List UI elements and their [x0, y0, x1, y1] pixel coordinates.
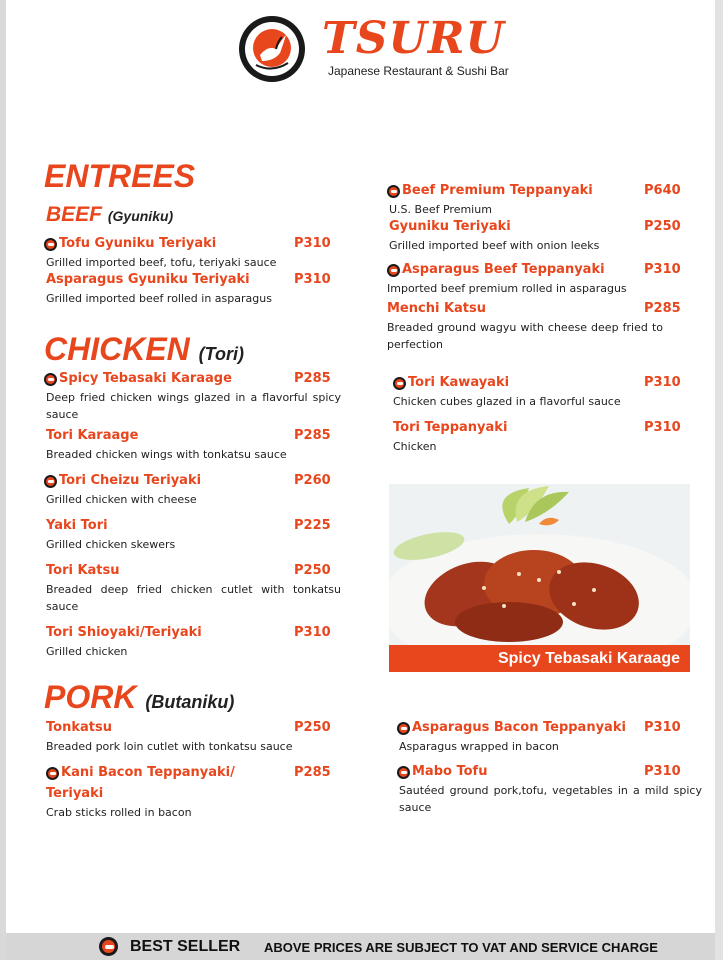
- item-price: P310: [644, 764, 681, 779]
- best-seller-legend: BEST SELLER: [130, 938, 241, 955]
- menu-item: [46, 427, 330, 463]
- item-price: P250: [294, 563, 331, 578]
- item-description: Grilled imported beef rolled in asparagus: [46, 292, 272, 305]
- menu-item: [46, 271, 330, 307]
- item-description: Breaded chicken wings with tonkatsu sauce: [46, 448, 287, 461]
- item-description: Breaded pork loin cutlet with tonkatsu sauce: [46, 740, 293, 753]
- item-price: P285: [644, 301, 681, 316]
- item-description: Breaded ground wagyu with cheese deep fried to perfection: [387, 321, 663, 351]
- item-name: Yaki Tori: [46, 518, 108, 533]
- page-right-edge: [715, 0, 723, 960]
- dish-photo: [389, 484, 690, 672]
- item-description: Grilled chicken: [46, 645, 128, 658]
- item-price: P250: [644, 219, 681, 234]
- page-left-edge: [0, 0, 6, 960]
- photo-caption: Spicy Tebasaki Karaage: [389, 645, 690, 672]
- item-price: P310: [294, 236, 331, 251]
- item-description: Grilled chicken skewers: [46, 538, 176, 551]
- item-description: Sautéed ground pork,tofu, vegetables in a mild spicy sauce: [399, 784, 702, 814]
- item-description: Grilled imported beef with onion leeks: [389, 239, 600, 252]
- menu-item: [389, 218, 683, 254]
- best-seller-icon: [397, 722, 410, 735]
- menu-item: [387, 261, 683, 297]
- beef-heading: [46, 203, 173, 228]
- item-description: Chicken cubes glazed in a flavorful sauce: [393, 395, 621, 408]
- best-seller-icon: [44, 373, 57, 386]
- pork-heading: [44, 679, 234, 720]
- item-name-continued: Teriyaki: [46, 786, 104, 801]
- item-price: P310: [644, 720, 681, 735]
- best-seller-icon: [44, 238, 57, 251]
- menu-item: [46, 517, 330, 553]
- best-seller-icon: [387, 185, 400, 198]
- menu-item: [397, 719, 683, 755]
- item-price: P260: [294, 473, 331, 488]
- item-price: P640: [644, 183, 681, 198]
- beef-subtitle: (Gyuniku): [107, 208, 174, 224]
- best-seller-icon: [387, 264, 400, 277]
- item-description: Grilled chicken with cheese: [46, 493, 197, 506]
- menu-item: [44, 472, 330, 508]
- item-price: P310: [644, 420, 681, 435]
- chicken-wings-illustration: [389, 484, 690, 672]
- chicken-heading: [44, 331, 244, 372]
- item-price: P310: [294, 625, 331, 640]
- item-name: Tonkatsu: [46, 720, 112, 735]
- item-price: P310: [644, 262, 681, 277]
- brand-name: TSURU: [322, 13, 505, 64]
- item-name: Tofu Gyuniku Teriyaki: [59, 236, 217, 251]
- menu-item: [393, 419, 683, 455]
- menu-item: [393, 374, 683, 410]
- item-description: Asparagus wrapped in bacon: [399, 740, 559, 753]
- item-price: P285: [294, 428, 331, 443]
- chicken-subtitle: (Tori): [198, 344, 244, 364]
- menu-item: [46, 764, 330, 821]
- best-seller-icon: [46, 767, 59, 780]
- menu-item: [44, 235, 330, 271]
- menu-item: [387, 300, 681, 353]
- item-description: U.S. Beef Premium: [389, 203, 492, 216]
- restaurant-header: [238, 13, 509, 86]
- item-name: Spicy Tebasaki Karaage: [59, 371, 232, 386]
- item-name: Tori Cheizu Teriyaki: [59, 473, 202, 488]
- item-name: Kani Bacon Teppanyaki/: [61, 765, 235, 780]
- chicken-title: CHICKEN: [44, 331, 190, 367]
- item-description: Grilled imported beef, tofu, teriyaki sauce: [46, 256, 277, 269]
- menu-item: [387, 182, 683, 218]
- item-name: Tori Katsu: [46, 563, 120, 578]
- crane-logo-icon: [238, 15, 306, 83]
- item-name: Mabo Tofu: [412, 764, 488, 779]
- item-description: Breaded deep fried chicken cutlet with tonkatsu sauce: [46, 583, 341, 613]
- item-price: P285: [294, 765, 331, 780]
- item-name: Asparagus Beef Teppanyaki: [402, 262, 605, 277]
- item-name: Tori Kawayaki: [408, 375, 510, 390]
- item-name: Menchi Katsu: [387, 301, 487, 316]
- pork-subtitle: (Butaniku): [145, 692, 235, 712]
- best-seller-icon: [393, 377, 406, 390]
- item-description: Chicken: [393, 440, 437, 453]
- item-description: Deep fried chicken wings glazed in a flavorful spicy sauce: [46, 391, 341, 421]
- beef-title: BEEF: [46, 203, 103, 226]
- item-price: P310: [644, 375, 681, 390]
- menu-item: [397, 763, 702, 816]
- item-description: Imported beef premium rolled in asparagus: [387, 282, 627, 295]
- item-price: P250: [294, 720, 331, 735]
- best-seller-icon: [44, 475, 57, 488]
- pork-title: PORK: [44, 679, 137, 715]
- pricing-note: ABOVE PRICES ARE SUBJECT TO VAT AND SERVICE CHARGE: [264, 940, 658, 955]
- menu-item: [46, 719, 330, 755]
- entrees-heading: ENTREES: [44, 158, 196, 194]
- menu-item: [44, 370, 341, 423]
- item-price: P225: [294, 518, 331, 533]
- best-seller-icon: [99, 937, 118, 956]
- item-price: P310: [294, 272, 331, 287]
- item-name: Tori Karaage: [46, 428, 139, 443]
- item-price: P285: [294, 371, 331, 386]
- item-name: Beef Premium Teppanyaki: [402, 183, 593, 198]
- item-description: Crab sticks rolled in bacon: [46, 806, 192, 819]
- item-name: Gyuniku Teriyaki: [389, 219, 511, 234]
- footer-bar: [6, 933, 715, 960]
- menu-item: [46, 624, 330, 660]
- item-name: Asparagus Bacon Teppanyaki: [412, 720, 626, 735]
- item-name: Asparagus Gyuniku Teriyaki: [46, 272, 250, 287]
- brand-tagline: Japanese Restaurant & Sushi Bar: [328, 64, 509, 78]
- menu-item: [46, 562, 341, 615]
- item-name: Tori Shioyaki/Teriyaki: [46, 625, 202, 640]
- best-seller-icon: [397, 766, 410, 779]
- item-name: Tori Teppanyaki: [393, 420, 508, 435]
